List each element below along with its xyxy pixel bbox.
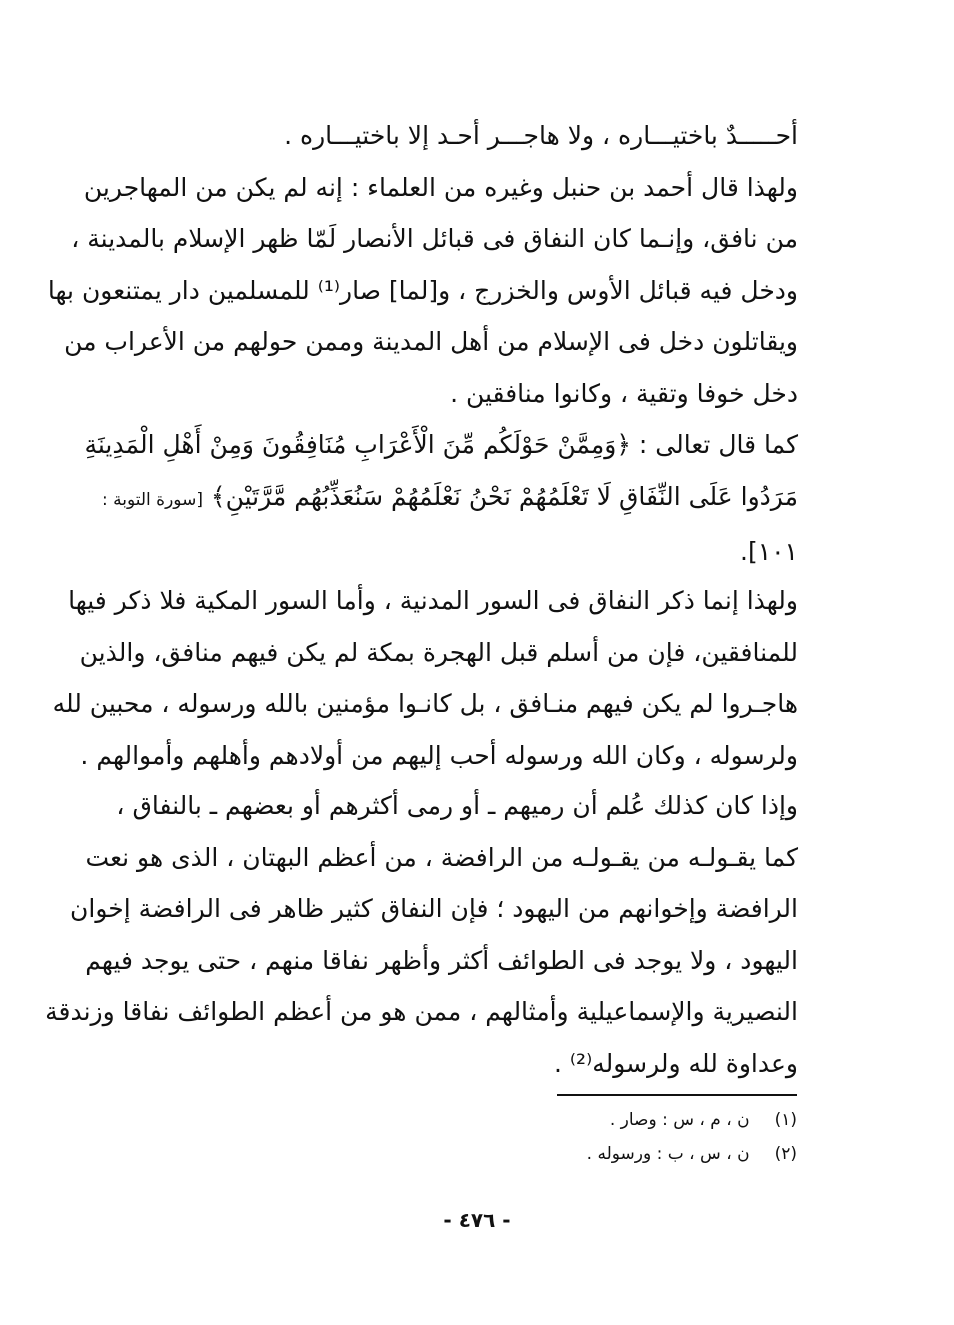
text-line: ولهذا إنما ذكر النفاق فى السور المدنية ، وأما السور المكية فلا ذكر فيها <box>68 586 798 615</box>
text-line: من نافق، وإنـما كان النفاق فى قبائل الأنصار لَمّا ظهر الإسلام بالمدينة ، <box>71 224 798 253</box>
paragraph-2 <box>52 575 798 781</box>
paragraph-3 <box>45 780 798 1089</box>
paragraph-1 <box>47 110 798 578</box>
page-number: - ٤٧٦ - <box>443 1208 511 1232</box>
text-line: وعداوة لله ولرسوله⁽²⁾ . <box>553 1048 798 1078</box>
text-line: ويقاتلون دخل فى الإسلام من أهل المدينة وممن حولهم من الأعراب من <box>64 327 798 356</box>
verse-citation-end: ١٠١]. <box>740 537 798 566</box>
verse-text: مَرَدُوا عَلَى النِّفَاقِ لَا تَعْلَمُهُمْ نَحْنُ نَعْلَمُهُمْ سَنُعَذِّبُهُم مَّرَّتَيْنِ﴾ <box>210 481 798 511</box>
text-line: اليهود ، ولا يوجد فى الطوائف أكثر وأظهر نفاقا منهم ، حتى يوجد فيهم <box>85 945 798 975</box>
footnote-text: ن ، س ، ب : ورسوله . <box>586 1144 750 1164</box>
footnote-number: (٢) <box>774 1144 797 1164</box>
verse-citation: [سورة التوبة : <box>101 489 203 510</box>
text-line: كما يقـولـه من يقـولـه من الرافضة ، من أعظم البهتان ، الذى هو نعت <box>85 842 798 872</box>
footnotes <box>587 1103 797 1171</box>
text-line: هاجـروا لم يكن فيهم منـافق ، بل كانـوا مؤمنين بالله ورسوله ، محبين لله <box>52 689 798 718</box>
text-line: وإذا كان كذلك عُلم أن رميهم ـ أو رمى أكثرهم أو بعضهم ـ بالنفاق ، <box>116 791 798 820</box>
verse-line-2 <box>98 471 798 527</box>
text-line: أحـــــدٌ باختيـــاره ، ولا هاجـــر أحـد إلا باختيـــاره . <box>284 121 798 150</box>
text-line: ودخل فيه قبائل الأوس والخزرج ، و[لما] صار⁽¹⁾ للمسلمين دار يمتنعون بها <box>47 275 798 305</box>
text-line: ولرسوله ، وكان الله ورسوله أحب إليهم من أولادهم وأهلهم وأموالهم . <box>80 740 798 770</box>
footnote-1 <box>587 1103 797 1137</box>
text-line: النصيرية والإسماعيلية وأمثالهم ، ممن هو من أعظم الطوائف نفاقا وزندقة <box>45 997 798 1026</box>
text-line: الرافضة وإخوانهم من اليهود ؛ فإن النفاق كثير ظاهر فى الرافضة إخوان <box>70 894 798 923</box>
text-line: دخل خوفا وتقية ، وكانوا منافقين . <box>450 378 798 408</box>
text-line: ولهذا قال أحمد بن حنبل وغيره من العلماء : إنه لم يكن من المهاجرين <box>83 172 798 202</box>
text-line: للمنافقين، فإن من أسلم قبل الهجرة بمكة لم يكن فيهم منافق، والذين <box>79 637 798 667</box>
verse-line: كما قال تعالى : ﴿وَمِمَّنْ حَوْلَكُم مِّنَ الْأَعْرَابِ مُنَافِقُونَ وَمِنْ أَهْلِ الْمَدِينَةِ <box>84 430 798 459</box>
footnote-divider <box>557 1094 797 1096</box>
footnote-2 <box>587 1137 797 1171</box>
footnote-number: (١) <box>774 1110 797 1130</box>
footnote-text: ن ، م ، س : وصار . <box>609 1110 750 1130</box>
